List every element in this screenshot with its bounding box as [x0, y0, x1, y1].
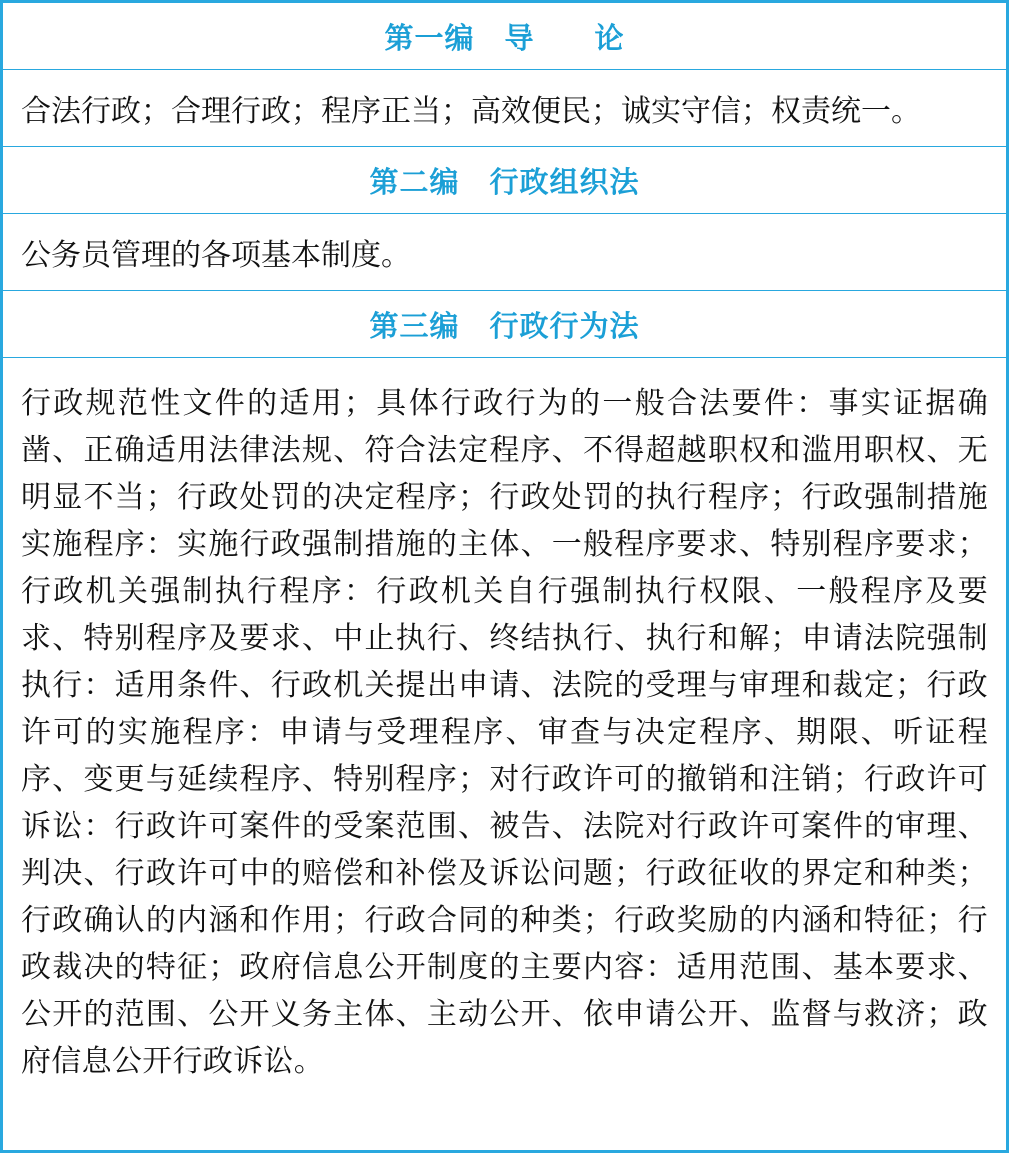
section-2-heading: 第二编 行政组织法 — [369, 164, 640, 199]
section-1-content: 合法行政；合理行政；程序正当；高效便民；诚实守信；权责统一。 — [21, 94, 921, 129]
section-3-content: 行政规范性文件的适用；具体行政行为的一般合法要件：事实证据确凿、正确适用法律法规、符合法定程序、不得超越职权和滥用职权、无明显不当；行政处罚的决定程序；行政处罚的执行程序；行政强制措施实施程序：实施行政强制措施的主体、一般程序要求、特别程序要求；行政机关强制执行程序：行政机关自行强制执行权限、一般程序及要求、特别程序及要求、中止执行、终结执行、执行和解；申请法院强制执行：适用条件、行政机关提出申请、法院的受理与审理和裁定；行政许可的实施程序：申请与受理程序、审查与决定程序、期限、听证程序、变更与延续程序、特别程序；对行政许可的撤销和注销；行政许可诉讼：行政许可案件的受案范围、被告、法院对行政许可案件的审理、判决、行政许可中的赔偿和补偿及诉讼问题；行政征收的界定和种类；行政确认的内涵和作用；行政合同的种类；行政奖励的内涵和特征；行政裁决的特征；政府信息公开制度的主要内容：适用范围、基本要求、公开的范围、公开义务主体、主动公开、依申请公开、监督与救济；政府信息公开行政诉讼。 — [21, 386, 988, 1079]
section-1-heading: 第一编 导 论 — [384, 20, 625, 55]
section-2-content: 公务员管理的各项基本制度。 — [21, 238, 411, 273]
section-3-heading: 第三编 行政行为法 — [369, 308, 640, 343]
